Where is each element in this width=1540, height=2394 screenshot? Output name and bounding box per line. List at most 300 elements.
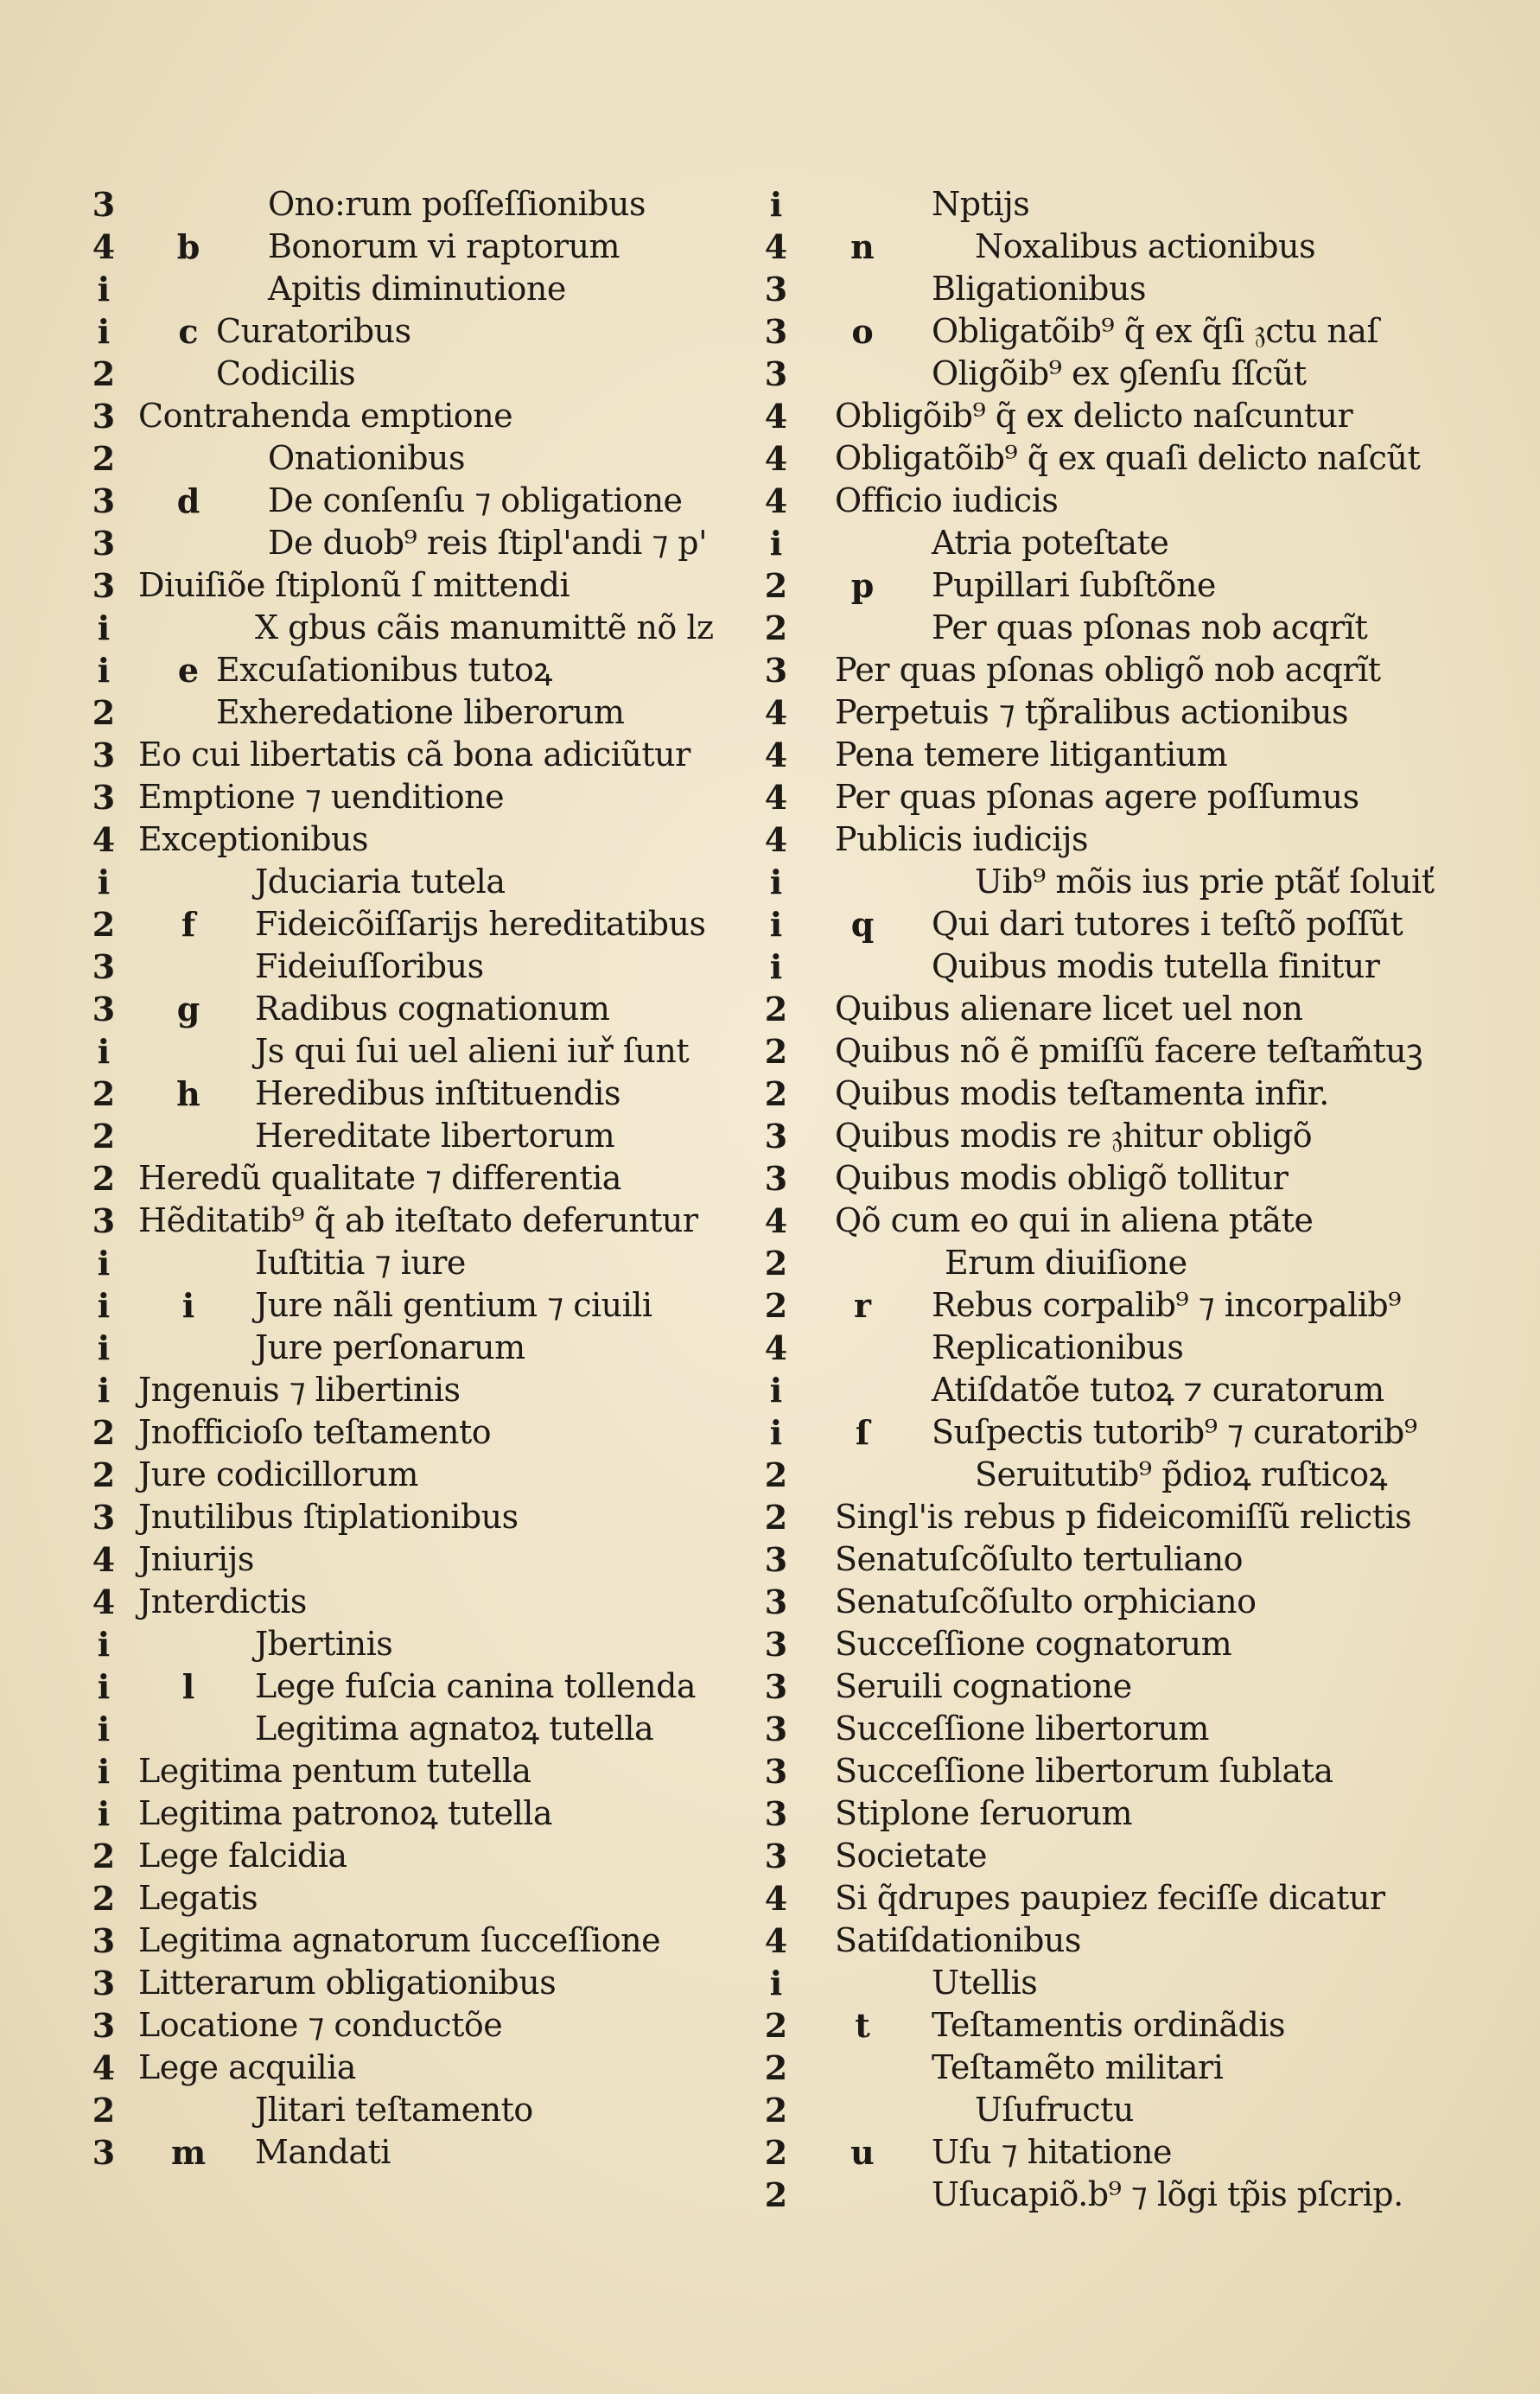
entry-title: Quibus nõ ẽ pmiſſũ facere teſtam̃tuꝫ — [835, 1032, 1423, 1070]
book-number: 4 — [92, 2048, 116, 2087]
entry-title: Qui dari tutores i teſtõ poſſũt — [932, 905, 1403, 943]
entry-title: Teſtamẽto militari — [932, 2048, 1224, 2086]
entry-title: Obligatõib⁹ q̃ ex quaſi delicto naſcũt — [835, 439, 1421, 477]
book-number: 2 — [92, 439, 116, 478]
entry-title: Legitima patronoꝝ tutella — [138, 1794, 553, 1832]
book-number: 2 — [764, 1498, 788, 1537]
book-number: 3 — [92, 2133, 116, 2172]
book-number: i — [769, 185, 783, 224]
section-letter: p — [850, 566, 875, 605]
index-entry — [759, 988, 1485, 1030]
index-entry — [86, 1877, 743, 1920]
index-entry — [759, 1073, 1485, 1115]
entry-title: Teſtamentis ordinãdis — [932, 2006, 1286, 2044]
book-number: i — [97, 863, 111, 901]
book-number: i — [97, 270, 111, 309]
index-entry — [759, 395, 1485, 437]
index-entry — [759, 480, 1485, 522]
entry-title: Uſucapiõ.b⁹ ⁊ lõgi tp̃is pſcrip. — [932, 2175, 1403, 2213]
book-number: 2 — [764, 2175, 788, 2214]
index-entry — [759, 1327, 1485, 1369]
entry-title: Officio iudicis — [835, 481, 1059, 519]
book-number: 3 — [92, 1498, 116, 1537]
section-letter: r — [853, 1286, 872, 1325]
section-letter: g — [176, 990, 200, 1028]
entry-title: Jniurijs — [138, 1540, 254, 1578]
section-letter: o — [851, 312, 874, 351]
index-entry — [86, 988, 743, 1030]
index-entry — [86, 1920, 743, 1962]
index-entry — [86, 1623, 743, 1665]
book-number: 3 — [92, 947, 116, 986]
book-number: i — [97, 1328, 111, 1367]
book-number: i — [97, 1625, 111, 1664]
index-entry — [86, 353, 743, 395]
index-entry — [759, 946, 1485, 988]
book-number: 3 — [92, 1201, 116, 1240]
book-number: 3 — [92, 397, 116, 436]
entry-title: Eo cui libertatis cã bona adiciũtur — [138, 735, 690, 774]
index-entry — [86, 2089, 743, 2131]
book-number: i — [769, 1371, 783, 1410]
index-entry — [759, 1708, 1485, 1750]
book-number: i — [97, 312, 111, 351]
entry-title: Lege acquilia — [138, 2048, 356, 2086]
entry-title: Jure nãli gentium ⁊ ciuili — [255, 1286, 652, 1324]
book-number: 2 — [764, 1286, 788, 1325]
section-letter: u — [850, 2133, 875, 2172]
book-number: 4 — [764, 820, 788, 859]
index-entry — [759, 1369, 1485, 1411]
entry-title: Jbertinis — [255, 1625, 393, 1663]
entry-title: Lege fuſcia canina tollenda — [255, 1667, 697, 1705]
book-number: 3 — [764, 1794, 788, 1833]
book-number: 4 — [764, 1328, 788, 1367]
entry-title: Onationibus — [268, 439, 466, 477]
section-letter: q — [850, 905, 875, 944]
book-number: 4 — [764, 481, 788, 520]
index-entry — [86, 1242, 743, 1284]
index-entry — [759, 903, 1485, 946]
book-number: 4 — [92, 820, 116, 859]
book-number: 2 — [92, 1074, 116, 1113]
index-entry — [759, 1454, 1485, 1496]
index-entry — [86, 903, 743, 946]
section-letter: h — [176, 1074, 200, 1113]
book-number: i — [97, 1371, 111, 1410]
index-entry — [759, 226, 1485, 268]
index-entry — [86, 1962, 743, 2004]
entry-title: Pupillari ſubſtõne — [932, 566, 1216, 604]
entry-title: Jure codicillorum — [138, 1455, 418, 1493]
index-entry — [759, 1792, 1485, 1835]
book-number: 3 — [764, 1540, 788, 1579]
section-letter: m — [171, 2133, 207, 2172]
entry-title: Nptijs — [932, 185, 1030, 223]
index-entry — [86, 268, 743, 310]
entry-title: Curatoribus — [216, 312, 411, 350]
index-entry — [759, 1665, 1485, 1708]
book-number: 2 — [92, 2091, 116, 2130]
entry-title: Utellis — [932, 1964, 1038, 2002]
index-entry — [86, 1327, 743, 1369]
index-entry — [759, 607, 1485, 649]
book-number: 3 — [92, 735, 116, 774]
book-number: i — [769, 905, 783, 944]
index-entry — [759, 649, 1485, 691]
index-entry — [86, 2131, 743, 2174]
entry-title: Seruili cognatione — [835, 1667, 1132, 1705]
index-column-left — [86, 183, 743, 2174]
book-number: 2 — [764, 2091, 788, 2130]
book-number: 3 — [92, 1921, 116, 1960]
index-entry — [86, 1073, 743, 1115]
book-number: 2 — [92, 905, 116, 944]
index-entry — [86, 818, 743, 861]
entry-title: De duob⁹ reis ſtipl'andi ⁊ p' — [268, 524, 708, 562]
index-entry — [759, 1496, 1485, 1538]
book-number: i — [97, 1286, 111, 1325]
book-number: 4 — [92, 1582, 116, 1621]
entry-title: Societate — [835, 1837, 988, 1875]
index-entry — [759, 861, 1485, 903]
book-number: 3 — [92, 1964, 116, 2002]
index-entry — [86, 607, 743, 649]
entry-title: Jnterdictis — [138, 1582, 307, 1620]
index-entry — [759, 1623, 1485, 1665]
book-number: 4 — [764, 1921, 788, 1960]
book-number: 3 — [92, 2006, 116, 2045]
entry-title: Erum diuiſione — [945, 1244, 1187, 1282]
book-number: 2 — [764, 2006, 788, 2045]
book-number: 3 — [764, 312, 788, 351]
book-number: i — [769, 863, 783, 901]
index-entry — [759, 268, 1485, 310]
book-number: i — [769, 1413, 783, 1452]
book-number: 4 — [92, 227, 116, 266]
index-entry — [86, 776, 743, 818]
entry-title: Iuſtitia ⁊ iure — [255, 1244, 466, 1282]
book-number: 4 — [764, 778, 788, 817]
index-entry — [759, 183, 1485, 226]
index-entry — [86, 1835, 743, 1877]
book-number: 3 — [764, 1117, 788, 1156]
entry-title: Jlitari teſtamento — [255, 2091, 533, 2129]
book-number: 2 — [764, 2133, 788, 2172]
entry-title: Exceptionibus — [138, 820, 368, 858]
index-entry — [759, 353, 1485, 395]
entry-title: Replicationibus — [932, 1328, 1184, 1366]
book-number: 2 — [764, 608, 788, 647]
entry-title: Exheredatione liberorum — [216, 693, 625, 731]
book-number: 4 — [764, 227, 788, 266]
entry-title: Seruitutib⁹ p̃dioꝝ ruſticoꝝ — [975, 1455, 1388, 1493]
index-entry — [86, 437, 743, 480]
entry-title: Succeſſione libertorum ſublata — [835, 1752, 1333, 1790]
entry-title: Legitima pentum tutella — [138, 1752, 531, 1790]
index-entry — [86, 691, 743, 734]
book-number: 2 — [92, 1455, 116, 1494]
entry-title: Uſu ⁊ hitatione — [932, 2133, 1172, 2171]
index-entry — [759, 437, 1485, 480]
book-number: i — [769, 1964, 783, 2002]
book-number: i — [97, 1752, 111, 1791]
index-entry — [86, 2004, 743, 2047]
entry-title: Jnutilibus ſtiplationibus — [138, 1498, 519, 1536]
book-number: 4 — [764, 735, 788, 774]
book-number: i — [97, 1244, 111, 1283]
index-entry — [759, 1115, 1485, 1157]
entry-title: Oligõib⁹ ex ꝯſenſu ſſcũt — [932, 354, 1307, 392]
entry-title: Quibus modis teſtamenta infir. — [835, 1074, 1329, 1112]
entry-title: Uib⁹ mõis ius prie ptãť ſoluiť — [975, 863, 1435, 901]
book-number: 2 — [764, 2048, 788, 2087]
index-entry — [86, 2047, 743, 2089]
book-number: i — [769, 524, 783, 563]
book-number: i — [769, 947, 783, 986]
section-letter: t — [855, 2006, 870, 2045]
index-entry — [86, 1750, 743, 1792]
entry-title: Codicilis — [216, 354, 356, 392]
index-entry — [86, 1115, 743, 1157]
book-number: i — [97, 608, 111, 647]
index-entry — [759, 2089, 1485, 2131]
book-number: 3 — [764, 1752, 788, 1791]
entry-title: Bonorum vi raptorum — [268, 227, 620, 265]
entry-title: Hereditate libertorum — [255, 1117, 615, 1155]
entry-title: Legatis — [138, 1879, 258, 1917]
index-entry — [759, 522, 1485, 564]
book-number: 2 — [764, 1074, 788, 1113]
section-letter: d — [176, 481, 200, 520]
entry-title: Obligatõib⁹ q̃ ex q̃ſi 𝔷ctu naſ — [932, 312, 1379, 350]
section-letter: b — [176, 227, 200, 266]
index-entry — [86, 1581, 743, 1623]
section-letter: n — [850, 227, 875, 266]
index-entry — [759, 310, 1485, 353]
index-entry — [759, 1411, 1485, 1454]
book-number: i — [97, 1794, 111, 1833]
entry-title: Jure perſonarum — [255, 1328, 525, 1366]
entry-title: Radibus cognationum — [255, 990, 610, 1028]
entry-title: Jduciaria tutela — [255, 863, 506, 901]
entry-title: X gbus cãis manumittẽ nõ lz — [255, 608, 714, 646]
entry-title: Legitima agnatoꝝ tutella — [255, 1710, 654, 1748]
entry-title: Pena temere litigantium — [835, 735, 1228, 774]
book-number: 4 — [764, 693, 788, 732]
section-letter: c — [178, 312, 199, 351]
book-number: 2 — [92, 1413, 116, 1452]
index-entry — [759, 1030, 1485, 1073]
entry-title: Quibus modis re 𝔷hitur obligõ — [835, 1117, 1313, 1155]
index-entry — [86, 1708, 743, 1750]
entry-title: Obligõib⁹ q̃ ex delicto naſcuntur — [835, 397, 1353, 435]
entry-title: Bligationibus — [932, 270, 1146, 308]
book-number: 2 — [92, 1837, 116, 1875]
index-column-right — [759, 183, 1485, 2216]
entry-title: Emptione ⁊ uenditione — [138, 778, 505, 816]
index-entry — [759, 1877, 1485, 1920]
section-letter: i — [181, 1286, 195, 1325]
index-entry — [759, 734, 1485, 776]
entry-title: Succeſſione libertorum — [835, 1710, 1209, 1748]
book-number: 2 — [92, 1117, 116, 1156]
entry-title: Quibus modis tutella finitur — [932, 947, 1380, 985]
index-entry — [759, 1835, 1485, 1877]
index-entry — [759, 2004, 1485, 2047]
entry-title: Fideicõiſſarijs hereditatibus — [255, 905, 706, 943]
entry-title: Qõ cum eo qui in aliena ptãte — [835, 1201, 1314, 1239]
entry-title: Quibus modis obligõ tollitur — [835, 1159, 1289, 1197]
index-entry — [86, 226, 743, 268]
index-entry — [759, 1284, 1485, 1327]
index-entry — [759, 2047, 1485, 2089]
entry-title: Lege falcidia — [138, 1837, 347, 1875]
book-number: 2 — [764, 990, 788, 1028]
index-entry — [86, 1157, 743, 1200]
book-number: i — [97, 1710, 111, 1748]
book-number: 2 — [92, 693, 116, 732]
index-entry — [759, 691, 1485, 734]
book-number: 3 — [92, 481, 116, 520]
book-number: 3 — [764, 1837, 788, 1875]
book-number: 3 — [92, 524, 116, 563]
section-letter: ſ — [855, 1413, 870, 1452]
entry-title: Js qui ſui uel alieni iuř ſunt — [255, 1032, 690, 1070]
entry-title: Per quas pſonas obligõ nob acqrĩt — [835, 651, 1381, 689]
book-number: 3 — [92, 778, 116, 817]
entry-title: Legitima agnatorum ſucceſſione — [138, 1921, 661, 1959]
index-entry — [86, 1200, 743, 1242]
book-number: 4 — [92, 1540, 116, 1579]
index-entry — [86, 480, 743, 522]
entry-title: Locatione ⁊ conductõe — [138, 2006, 503, 2044]
book-number: 4 — [764, 397, 788, 436]
section-letter: l — [181, 1667, 195, 1706]
entry-title: Heredibus inſtituendis — [255, 1074, 620, 1112]
book-number: 3 — [92, 566, 116, 605]
book-number: 3 — [764, 1582, 788, 1621]
index-entry — [86, 1665, 743, 1708]
index-entry — [759, 2174, 1485, 2216]
entry-title: Succeſſione cognatorum — [835, 1625, 1232, 1663]
index-entry — [86, 395, 743, 437]
index-entry — [759, 818, 1485, 861]
index-entry — [86, 1538, 743, 1581]
entry-title: Senatuſcõſulto tertuliano — [835, 1540, 1244, 1578]
index-entry — [759, 1920, 1485, 1962]
entry-title: Publicis iudicijs — [835, 820, 1089, 858]
book-number: 2 — [92, 1879, 116, 1918]
entry-title: Per quas pſonas agere poſſumus — [835, 778, 1359, 816]
index-entry — [759, 1538, 1485, 1581]
entry-title: Jnofficioſo teſtamento — [138, 1413, 492, 1451]
book-number: 4 — [764, 1879, 788, 1918]
entry-title: Suſpectis tutorib⁹ ⁊ curatorib⁹ — [932, 1413, 1417, 1451]
book-number: 4 — [764, 439, 788, 478]
index-entry — [759, 776, 1485, 818]
book-number: i — [97, 651, 111, 690]
book-number: 3 — [92, 990, 116, 1028]
book-number: 3 — [92, 185, 116, 224]
entry-title: Excuſationibus tutoꝝ — [216, 651, 552, 689]
book-number: i — [97, 1032, 111, 1071]
index-entry — [759, 1962, 1485, 2004]
index-entry — [86, 564, 743, 607]
index-entry — [86, 946, 743, 988]
index-entry — [86, 1030, 743, 1073]
book-number: 3 — [764, 354, 788, 393]
book-number: 3 — [764, 1710, 788, 1748]
entry-title: Per quas pſonas nob acqrĩt — [932, 608, 1368, 646]
index-entry — [86, 734, 743, 776]
index-entry — [86, 649, 743, 691]
index-entry — [86, 1369, 743, 1411]
entry-title: Litterarum obligationibus — [138, 1964, 557, 2002]
book-number: 3 — [764, 1667, 788, 1706]
section-letter: e — [177, 651, 200, 690]
index-entry — [86, 1454, 743, 1496]
entry-title: Jngenuis ⁊ libertinis — [138, 1371, 461, 1409]
book-number: 2 — [764, 1244, 788, 1283]
entry-title: Rebus corpalib⁹ ⁊ incorpalib⁹ — [932, 1286, 1401, 1324]
index-entry — [759, 1750, 1485, 1792]
entry-title: Noxalibus actionibus — [975, 227, 1316, 265]
entry-title: Quibus alienare licet uel non — [835, 990, 1303, 1028]
index-entry — [759, 2131, 1485, 2174]
entry-title: Ono:rum poſſeſſionibus — [268, 185, 646, 223]
entry-title: Si q̃drupes paupiez feciſſe dicatur — [835, 1879, 1385, 1917]
entry-title: Apitis diminutione — [268, 270, 566, 308]
book-number: 3 — [764, 1159, 788, 1198]
index-entry — [759, 1242, 1485, 1284]
entry-title: Mandati — [255, 2133, 391, 2171]
index-entry — [86, 1792, 743, 1835]
book-number: 3 — [764, 1625, 788, 1664]
entry-title: Singl'is rebus p fideicomiſſũ relictis — [835, 1498, 1412, 1536]
entry-title: Perpetuis ⁊ tp̃ralibus actionibus — [835, 693, 1349, 731]
entry-title: Fideiuſſoribus — [255, 947, 484, 985]
book-number: 3 — [764, 651, 788, 690]
book-number: i — [97, 1667, 111, 1706]
index-entry — [86, 183, 743, 226]
section-letter: f — [181, 905, 196, 944]
index-entry — [759, 1581, 1485, 1623]
entry-title: De conſenſu ⁊ obligatione — [268, 481, 683, 519]
entry-title: Satiſdationibus — [835, 1921, 1081, 1959]
entry-title: Diuiſiõe ſtiplonũ ſ mittendi — [138, 566, 570, 604]
entry-title: Heredũ qualitate ⁊ differentia — [138, 1159, 621, 1197]
book-number: 2 — [92, 1159, 116, 1198]
index-entry — [86, 1411, 743, 1454]
index-entry — [86, 861, 743, 903]
book-number: 2 — [764, 1455, 788, 1494]
entry-title: Atiſdatõe tutoꝝ ⁊ curatorum — [932, 1371, 1384, 1409]
entry-title: Stiplone ſeruorum — [835, 1794, 1133, 1832]
book-number: 2 — [92, 354, 116, 393]
entry-title: Senatuſcõſulto orphiciano — [835, 1582, 1257, 1620]
book-number: 3 — [764, 270, 788, 309]
book-number: 4 — [764, 1201, 788, 1240]
index-entry — [86, 310, 743, 353]
entry-title: Hẽditatib⁹ q̃ ab iteſtato deferuntur — [138, 1201, 698, 1239]
book-number: 2 — [764, 566, 788, 605]
book-number: 2 — [764, 1032, 788, 1071]
entry-title: Uſufructu — [975, 2091, 1134, 2129]
entry-title: Atria poteſtate — [932, 524, 1169, 562]
index-entry — [759, 1200, 1485, 1242]
entry-title: Contrahenda emptione — [138, 397, 513, 435]
